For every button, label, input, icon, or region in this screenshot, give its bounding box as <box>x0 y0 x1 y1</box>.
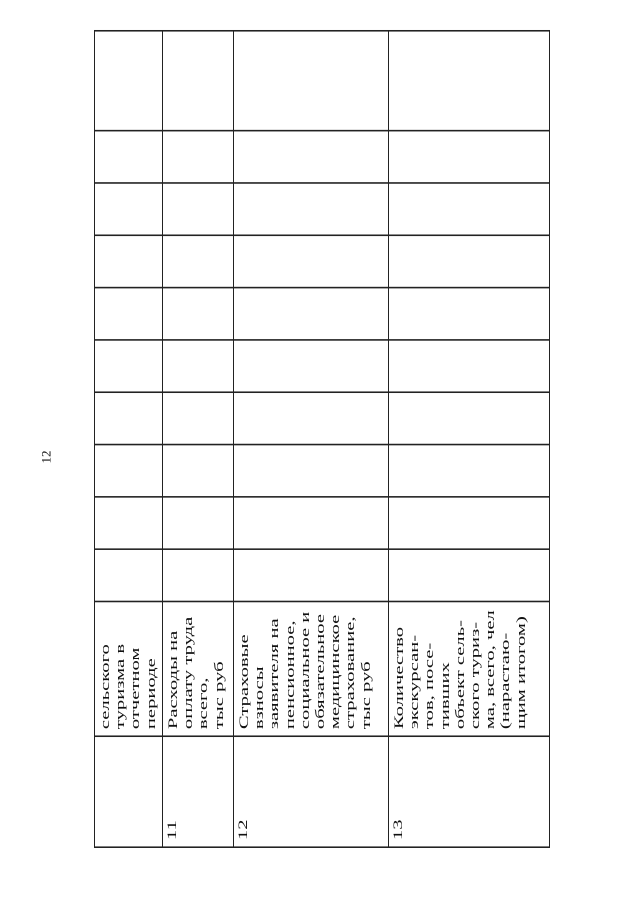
indicator-name-line: обязательное <box>312 614 328 730</box>
indicator-name-line: заявителя на <box>266 618 282 730</box>
value-cell <box>163 498 233 550</box>
value-cell <box>163 288 233 340</box>
value-cell <box>234 341 388 393</box>
value-cell <box>163 445 233 497</box>
indicator-name-line: объект сель- <box>451 620 467 730</box>
value-cell <box>389 445 549 497</box>
value-cell <box>163 236 233 288</box>
indicator-name-line: всего, <box>195 677 211 730</box>
value-cell <box>95 131 162 183</box>
value-cell <box>163 341 233 393</box>
value-cell <box>234 131 388 183</box>
indicator-name-line: ма, всего, чел <box>482 610 498 730</box>
value-cell <box>95 30 162 131</box>
row-number-cell <box>389 737 549 848</box>
indicator-name <box>391 607 528 729</box>
indicator-name-cell <box>234 602 388 737</box>
indicator-name-line: Количество <box>391 626 406 730</box>
value-cell <box>389 30 549 131</box>
indicator-name-line: тыс руб <box>357 661 373 730</box>
value-cell <box>95 184 162 236</box>
indicator-name-line: Расходы на <box>165 630 180 730</box>
table-row <box>233 30 388 848</box>
value-cell <box>95 498 162 550</box>
table-row <box>162 30 233 848</box>
value-cell <box>95 393 162 445</box>
value-cell <box>95 341 162 393</box>
table-row <box>94 30 162 848</box>
value-cell <box>234 445 388 497</box>
value-cell <box>389 288 549 340</box>
indicator-name-line: взносы <box>251 666 267 730</box>
table-row <box>388 30 550 848</box>
indicator-name-cell <box>163 602 233 737</box>
indicator-name-line: пенсионное, <box>281 620 297 730</box>
value-cell <box>234 550 388 602</box>
indicator-name-line: экскурсан- <box>406 634 422 730</box>
value-cell <box>389 550 549 602</box>
indicator-name <box>97 607 158 729</box>
row-number-cell <box>95 737 162 848</box>
indicator-name-line: тивших <box>436 662 452 730</box>
value-cell <box>95 550 162 602</box>
indicator-name-line: (нарастаю- <box>497 632 513 730</box>
row-number: 12 <box>235 819 250 841</box>
value-cell <box>389 184 549 236</box>
row-number: 13 <box>390 819 405 841</box>
indicator-name-line: оплату труда <box>180 616 196 730</box>
value-cell <box>234 288 388 340</box>
value-cell <box>163 30 233 131</box>
indicator-name-line: сельского <box>97 644 112 730</box>
value-cell <box>163 184 233 236</box>
indicator-name-line: социальное и <box>296 611 312 730</box>
value-cell <box>234 184 388 236</box>
data-table <box>94 30 550 848</box>
indicator-name-cell <box>95 602 162 737</box>
value-cell <box>389 393 549 445</box>
value-cell <box>389 341 549 393</box>
row-number: 11 <box>164 820 179 841</box>
value-cell <box>163 131 233 183</box>
indicator-name-line: щим итогом) <box>512 616 528 730</box>
value-cell <box>389 236 549 288</box>
value-cell <box>95 288 162 340</box>
indicator-name-line: Страховые <box>236 634 251 730</box>
indicator-name-line: медицинское <box>327 614 343 730</box>
value-cell <box>163 393 233 445</box>
value-cell <box>389 498 549 550</box>
indicator-name-line: отчетном <box>127 647 143 730</box>
indicator-name-line: ского туриз- <box>467 621 483 730</box>
value-cell <box>234 393 388 445</box>
indicator-name-line: тов, посе- <box>421 642 437 730</box>
indicator-name-line: страхование, <box>342 616 358 730</box>
indicator-name <box>165 607 226 729</box>
row-number-cell <box>234 737 388 848</box>
indicator-name-line: туризма в <box>112 643 128 730</box>
value-cell <box>95 445 162 497</box>
value-cell <box>389 131 549 183</box>
indicator-name-cell <box>389 602 549 737</box>
indicator-name-line: тыс руб <box>210 661 226 730</box>
row-number-cell <box>163 737 233 848</box>
value-cell <box>234 30 388 131</box>
indicator-name-line: периоде <box>142 658 158 730</box>
value-cell <box>234 236 388 288</box>
value-cell <box>95 236 162 288</box>
indicator-name <box>236 607 373 729</box>
page-number: 12 <box>38 450 54 464</box>
value-cell <box>163 550 233 602</box>
value-cell <box>234 498 388 550</box>
